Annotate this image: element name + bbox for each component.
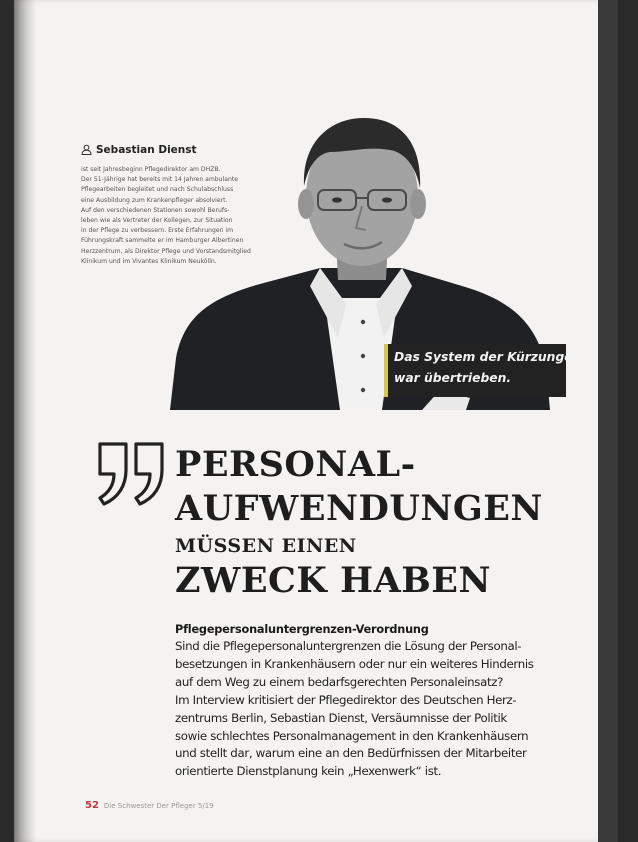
pull-quote-line: Das System der Kürzungen xyxy=(394,350,582,364)
headline-subline: MÜSSEN EINEN xyxy=(175,535,357,557)
magazine-name: Die Schwester Der Pfleger 5/19 xyxy=(103,802,214,810)
quotation-marks-icon xyxy=(96,440,168,506)
intro-line: zentrums Berlin, Sebastian Dienst, Versäumnisse der Politik xyxy=(175,710,507,725)
pull-quote xyxy=(384,344,582,397)
headline-line: PERSONAL- xyxy=(175,444,416,485)
intro-line: sowie schlechtes Personalmanagement in den Krankenhäusern xyxy=(175,728,529,743)
bio-line: Auf den verschiedenen Stationen sowohl Berufs- xyxy=(81,206,230,214)
headline-line: ZWECK HABEN xyxy=(175,560,491,601)
author-name: Sebastian Dienst xyxy=(96,143,197,156)
bio-line: Herzzentrum, als Direktor Pflege und Vorstandsmitglied xyxy=(81,247,251,255)
bio-line: eine Ausbildung zum Krankenpfleger absolviert. xyxy=(81,196,228,204)
bio-line: Klinikum und im Vivantes Klinikum Neukölln. xyxy=(81,257,217,265)
bio-line: leben wie als Vertreter der Kollegen, zur Situation xyxy=(81,217,233,225)
page-edge xyxy=(598,0,618,842)
intro-heading: Pflegepersonaluntergrenzen-Verordnung xyxy=(175,623,429,636)
intro-line: Im Interview kritisiert der Pflegedirektor des Deutschen Herz- xyxy=(175,692,517,707)
intro-line: auf dem Weg zu einem bedarfsgerechten Personaleinsatz? xyxy=(175,674,503,689)
pull-quote-line: war übertrieben. xyxy=(394,371,512,385)
intro-line: und stellt dar, warum eine an den Bedürfnissen der Mitarbeiter xyxy=(175,746,527,761)
bio-line: in der Pflege zu verbessern. Erste Erfahrungen im xyxy=(81,227,234,235)
bio-line: Pflegearbeiten begleitet und nach Schulabschluss xyxy=(81,186,234,194)
headline-line: AUFWENDUNGEN xyxy=(175,488,543,529)
pull-quote-accent xyxy=(384,344,388,397)
intro-block xyxy=(175,623,555,781)
page-number: 52 xyxy=(85,800,99,811)
intro-line: orientierte Dienstplanung kein „Hexenwerk“ ist. xyxy=(175,764,442,779)
bio-line: Der 51-Jährige hat bereits mit 14 Jahren ambulante xyxy=(81,176,238,184)
person-outline-icon xyxy=(81,140,92,159)
spine-shadow xyxy=(14,0,36,842)
bio-line: Führungskraft sammelte er im Hamburger Albertinen xyxy=(81,237,244,245)
intro-line: besetzungen in Krankenhäusern oder nur ein weiteres Hindernis xyxy=(175,656,534,671)
magazine-page xyxy=(14,0,618,842)
intro-line: Sind die Pflegepersonaluntergrenzen die Lösung der Personal- xyxy=(175,639,522,653)
bio-line: ist seit Jahresbeginn Pflegedirektor am DHZB. xyxy=(81,166,221,173)
page-footer xyxy=(85,800,214,811)
